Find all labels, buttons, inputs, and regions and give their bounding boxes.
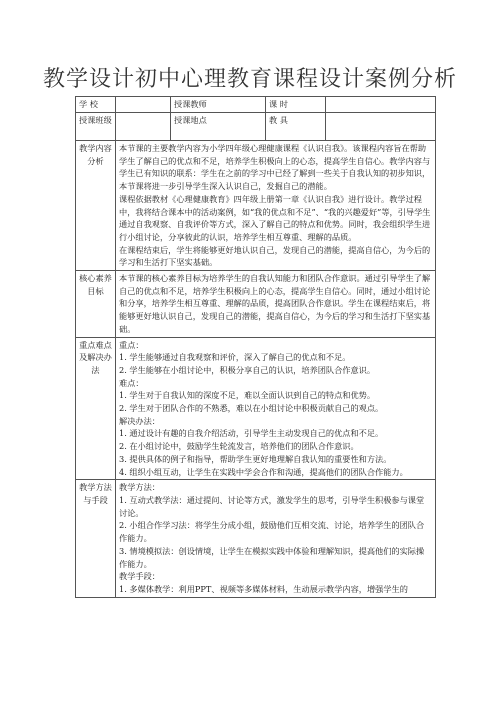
analysis-paragraph: 在课程结束后，学生将能够更好地认识自己，发现自己的潜能，提高自信心，为今后的学习和生活打下坚实基础。: [119, 244, 431, 268]
difficulties-line: 1. 学生对于自我认知的深度不足，难以全面认识到自己的特点和优势。: [119, 390, 376, 401]
difficulties-row: [76, 337, 436, 480]
textbook-label: 教 具: [266, 113, 326, 141]
methods-line: 教学方法：: [119, 482, 160, 493]
difficulties-line: 难点：: [119, 377, 144, 388]
methods-label: 教学方法与手段: [76, 480, 116, 597]
difficulties-line: 4. 组织小组互动，让学生在实践中学会合作和沟通，提高他们的团队合作能力。: [119, 466, 408, 477]
analysis-content: [116, 141, 436, 271]
difficulties-label: 重点难点及解决办法: [76, 337, 116, 480]
difficulties-line: 3. 提供具体的例子和指导，帮助学生更好地理解自我认知的重要性和方法。: [119, 453, 392, 464]
teacher-label: 授课教师: [171, 97, 266, 113]
methods-line: 3. 情境模拟法：创设情境，让学生在模拟实践中体验和理解知识，提高他们的实际操作能力。: [119, 545, 425, 569]
methods-line: 教学手段：: [119, 571, 160, 582]
hours-label: 课 时: [266, 97, 326, 113]
difficulties-line: 1. 通过设计有趣的自我介绍活动，引导学生主动发现自己的优点和不足。: [119, 428, 384, 439]
school-label: 学 校: [76, 97, 116, 113]
methods-line: 1. 互动式教学法：通过提问、讨论等方式，激发学生的思考，引导学生积极参与课堂讨论。: [119, 494, 425, 518]
methods-line: 1. 多媒体教学：利用PPT、视频等多媒体材料，生动展示教学内容，增强学生的: [119, 583, 408, 594]
location-label: 授课地点: [171, 113, 266, 141]
difficulties-line: 2. 在小组讨论中，鼓励学生轮流发言，培养他们的团队合作意识。: [119, 441, 359, 452]
literacy-row: [76, 271, 436, 338]
analysis-paragraph: 本节课的主要教学内容为小学四年级心理健康课程《认识自我》。该课程内容旨在帮助学生了解自己的优点和不足，培养学生积极向上的心态，提高学生自信心。教学内容与学生已有知识的联系：学生在之前的学习中已经了解到一些关于自我认知的初步知识，本节课将进一步引导学生深入认识自己，发掘自己的潜能。: [119, 143, 431, 192]
school-value: [116, 97, 171, 113]
literacy-content: 本节课的核心素养目标为培养学生的自我认知能力和团队合作意识。通过引导学生了解自己的优点和不足，培养学生积极向上的心态，提高学生自信心。同时，通过小组讨论和分享，培养学生相互尊重、理解的品质，提高团队合作意识。学生在课程结束后，将能够更好地认识自己，发现自己的潜能，提高自信心，为今后的学习和生活打下坚实基础。: [116, 271, 436, 338]
hours-value: [326, 97, 436, 113]
class-value: [116, 113, 171, 141]
analysis-label: 教学内容分析: [76, 141, 116, 271]
analysis-row: [76, 141, 436, 271]
literacy-label: 核心素养目标: [76, 271, 116, 338]
methods-row: [76, 480, 436, 597]
class-label: 授课班级: [76, 113, 116, 141]
methods-line: 2. 小组合作学习法：将学生分成小组，鼓励他们互相交流、讨论，培养学生的团队合作能力。: [119, 520, 425, 544]
header-row-1: [76, 97, 436, 113]
header-row-2: [76, 113, 436, 141]
document-title: 教学设计初中心理教育课程设计案例分析: [42, 67, 457, 92]
difficulties-line: 2. 学生能够在小组讨论中，积极分享自己的认识，培养团队合作意识。: [119, 364, 376, 375]
difficulties-line: 解决办法：: [119, 415, 160, 426]
difficulties-line: 重点：: [119, 339, 144, 350]
lesson-plan-table: [75, 96, 436, 598]
textbook-value: [326, 113, 436, 141]
difficulties-line: 2. 学生对于团队合作的不熟悉，难以在小组讨论中积极贡献自己的观点。: [119, 403, 384, 414]
analysis-paragraph: 课程依据教材《心理健康教育》四年级上册第一章《认识自我》进行设计。教学过程中，我将结合课本中的活动案例，如“我的优点和不足”、“我的兴趣爱好”等，引导学生通过自我观察、自我评价等方式，深入了解自己的特点和优势。同时，我会组织学生进行小组讨论，分享彼此的认识，培养学生相互尊重、理解的品质。: [119, 193, 431, 242]
difficulties-content: [116, 337, 436, 480]
difficulties-line: 1. 学生能够通过自我观察和评价，深入了解自己的优点和不足。: [119, 352, 351, 363]
methods-content: [116, 480, 436, 597]
